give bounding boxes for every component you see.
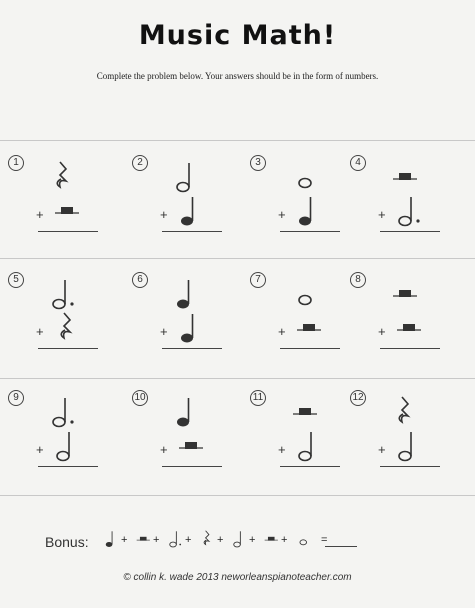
- problem-6: [132, 272, 242, 382]
- equals-sign: =: [321, 534, 328, 546]
- plus-sign: +: [36, 207, 44, 222]
- half-note-icon: [231, 528, 248, 550]
- plus-sign: +: [36, 442, 44, 457]
- quarter-rest-icon: [52, 308, 82, 348]
- half-note-icon: [52, 426, 82, 466]
- problem-9: [8, 390, 118, 500]
- plus-sign: +: [160, 442, 168, 457]
- answer-line[interactable]: [380, 466, 440, 467]
- plus-sign: +: [278, 324, 286, 339]
- problem-number: 11: [250, 390, 266, 406]
- problem-4: [350, 155, 460, 265]
- plus-sign: +: [160, 324, 168, 339]
- half-note-icon: [294, 426, 324, 466]
- page-title: Music Math!: [138, 20, 337, 51]
- plus-sign: +: [36, 324, 44, 339]
- divider: [0, 140, 475, 141]
- dotted-half-note-icon: [167, 528, 184, 550]
- answer-line[interactable]: [380, 231, 440, 232]
- plus-sign: +: [121, 534, 128, 546]
- plus-sign: +: [160, 207, 168, 222]
- instructions-text: Complete the problem below. Your answers should be in the form of numbers.: [96, 71, 379, 81]
- problem-1: [8, 155, 118, 265]
- whole-rest-icon: [135, 528, 152, 550]
- answer-line[interactable]: [162, 231, 222, 232]
- quarter-note-icon: [103, 528, 120, 550]
- answer-line[interactable]: [38, 466, 98, 467]
- answer-line[interactable]: [280, 466, 340, 467]
- plus-sign: +: [378, 324, 386, 339]
- answer-line[interactable]: [162, 348, 222, 349]
- dotted-half-note-icon: [394, 191, 424, 231]
- answer-line[interactable]: [280, 348, 340, 349]
- half-note-icon: [394, 426, 424, 466]
- problem-3: [250, 155, 360, 265]
- plus-sign: +: [249, 534, 256, 546]
- whole-rest-icon: [394, 308, 424, 348]
- answer-line[interactable]: [380, 348, 440, 349]
- answer-line[interactable]: [38, 348, 98, 349]
- bonus-label: Bonus:: [45, 534, 89, 550]
- quarter-note-icon: [176, 191, 206, 231]
- plus-sign: +: [185, 534, 192, 546]
- whole-rest-icon: [176, 426, 206, 466]
- problem-number: 4: [350, 155, 366, 171]
- whole-note-icon: [295, 528, 312, 550]
- problem-number: 8: [350, 272, 366, 288]
- problem-number: 7: [250, 272, 266, 288]
- problem-2: [132, 155, 242, 265]
- plus-sign: +: [153, 534, 160, 546]
- problem-12: [350, 390, 460, 500]
- answer-line[interactable]: [280, 231, 340, 232]
- problem-number: 5: [8, 272, 24, 288]
- plus-sign: +: [378, 207, 386, 222]
- answer-line[interactable]: [38, 231, 98, 232]
- problem-number: 1: [8, 155, 24, 171]
- problem-11: [250, 390, 360, 500]
- problem-number: 12: [350, 390, 366, 406]
- plus-sign: +: [378, 442, 386, 457]
- plus-sign: +: [278, 207, 286, 222]
- problem-8: [350, 272, 460, 382]
- answer-line[interactable]: [162, 466, 222, 467]
- problem-10: [132, 390, 242, 500]
- problem-number: 6: [132, 272, 148, 288]
- whole-rest-icon: [294, 308, 324, 348]
- plus-sign: +: [278, 442, 286, 457]
- quarter-note-icon: [176, 308, 206, 348]
- whole-rest-icon: [52, 191, 82, 231]
- bonus-answer-line[interactable]: [325, 546, 357, 547]
- problem-number: 3: [250, 155, 266, 171]
- plus-sign: +: [217, 534, 224, 546]
- plus-sign: +: [281, 534, 288, 546]
- problem-number: 2: [132, 155, 148, 171]
- problem-number: 9: [8, 390, 24, 406]
- problem-number: 10: [132, 390, 148, 406]
- copyright-footer: © collin k. wade 2013 neworleanspianoteacher.com: [123, 572, 352, 583]
- quarter-note-icon: [294, 191, 324, 231]
- problem-5: [8, 272, 118, 382]
- problem-7: [250, 272, 360, 382]
- quarter-rest-icon: [199, 528, 216, 550]
- whole-rest-icon: [263, 528, 280, 550]
- bonus-expression: [45, 528, 385, 552]
